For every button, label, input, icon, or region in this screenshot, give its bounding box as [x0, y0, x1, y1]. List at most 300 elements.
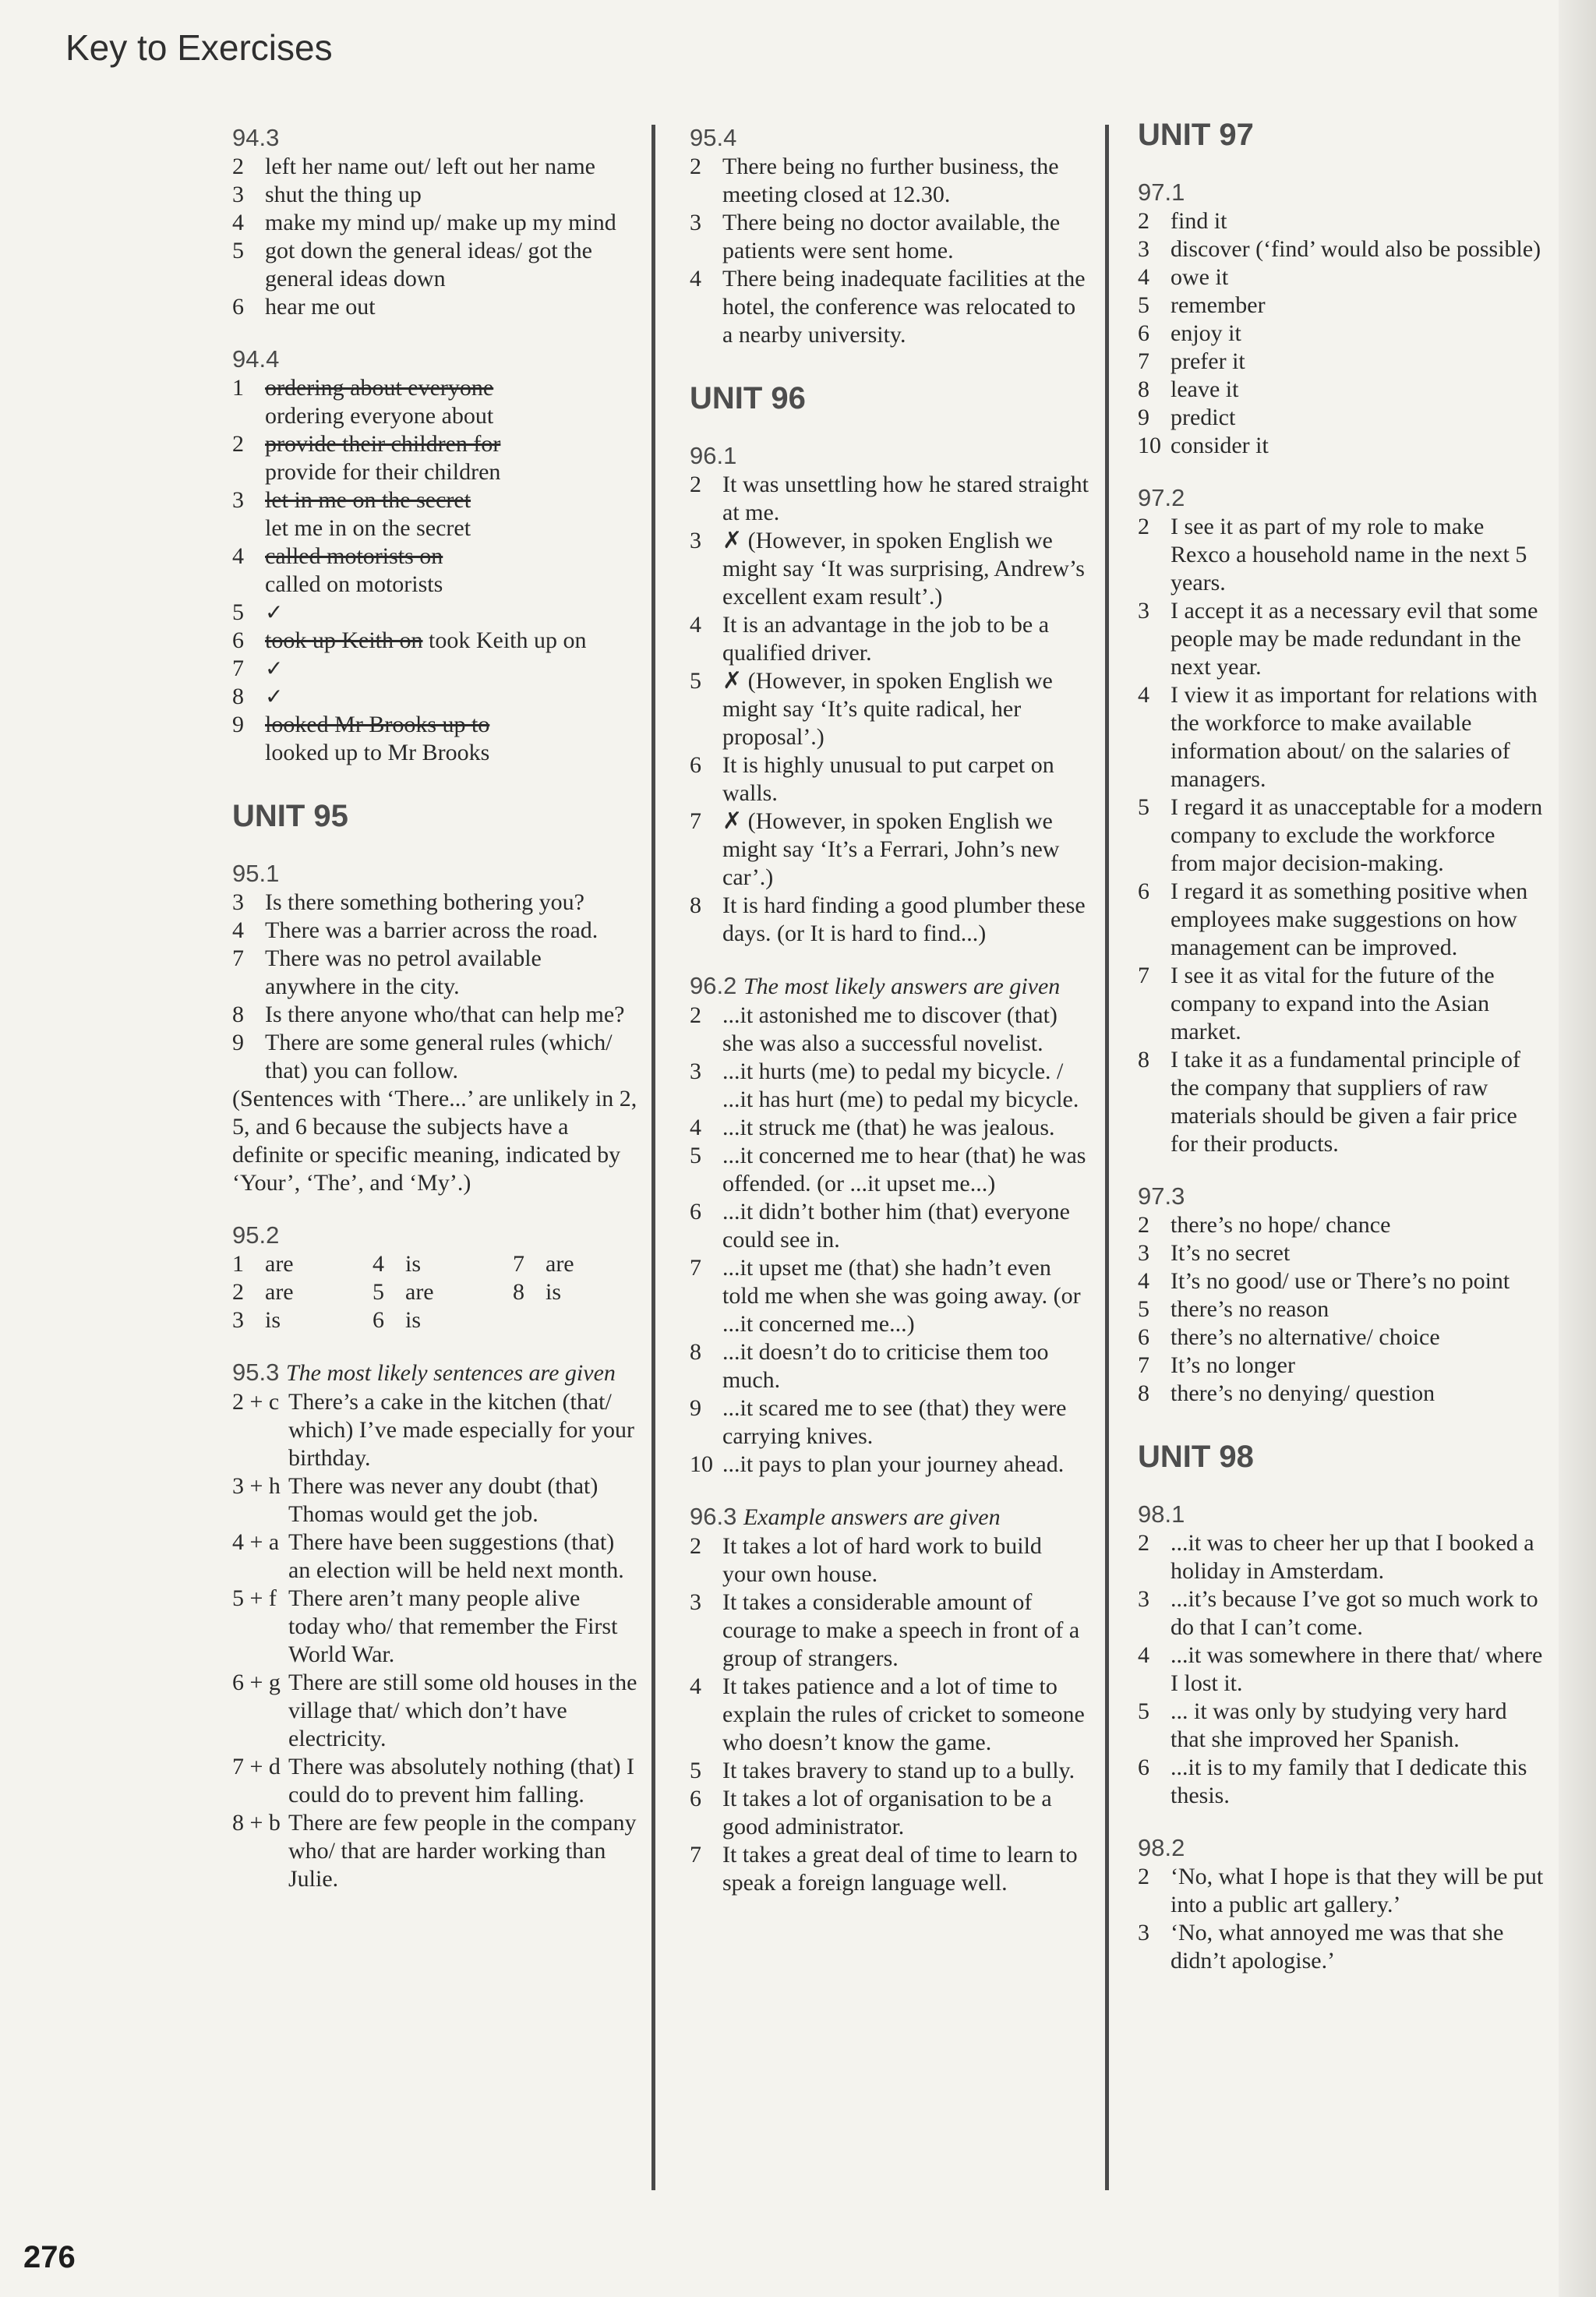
answer-item [232, 683, 637, 711]
answer-number: 8 + b [232, 1810, 281, 1836]
answer-number: 3 [1138, 598, 1149, 624]
exercise-label: 95.4 [690, 124, 737, 151]
struck-out-text: looked Mr Brooks up to [265, 712, 490, 737]
answer-item [690, 1588, 1089, 1673]
answer-text: It is hard finding a good plumber these days. (or It is hard to find...) [722, 892, 1086, 946]
column-3 [1138, 115, 1545, 1975]
answer-number: 2 [1138, 1864, 1149, 1889]
exercise-label: 95.1 [232, 860, 280, 887]
answer-item [690, 209, 1089, 265]
answer-number: 6 [1138, 1755, 1149, 1780]
answer-item [1138, 263, 1545, 292]
answer-text: owe it [1171, 264, 1229, 290]
answer-text: ✗ (However, in spoken English we might say ‘It was surprising, Andrew’s excellent exam result’.) [722, 528, 1085, 610]
answer-text: There was never any doubt (that) Thomas would get the job. [288, 1473, 598, 1527]
answer-item [690, 1785, 1089, 1841]
answer-text: It’s no secret [1171, 1240, 1291, 1266]
answer-item [232, 293, 637, 321]
answer-item [1138, 1239, 1545, 1267]
answer-text: I accept it as a necessary evil that some people may be made redundant in the next year. [1171, 598, 1538, 680]
answer-item [690, 527, 1089, 611]
answer-number: 7 [1138, 1352, 1149, 1378]
answer-text: ...it struck me (that) he was jealous. [722, 1115, 1055, 1140]
answer-text: It takes a lot of hard work to build your own house. [722, 1533, 1042, 1587]
answer-text: ...it was to cheer her up that I booked a holiday in Amsterdam. [1171, 1530, 1534, 1584]
answer-text: ...it upset me (that) she hadn’t even told me when she was going away. (or ...it concerned me...) [722, 1255, 1081, 1337]
answer-text [265, 627, 637, 655]
answer-number: 4 [1138, 1268, 1149, 1294]
answer-item [232, 1029, 637, 1085]
answer-number: 5 [1138, 292, 1149, 318]
page-header-title: Key to Exercises [65, 27, 333, 68]
unit-heading: UNIT 97 [1138, 118, 1254, 152]
answer-item [690, 1198, 1089, 1254]
answer-text: find it [1171, 208, 1227, 234]
exercise-label [232, 1358, 637, 1388]
answer-item [690, 1757, 1089, 1785]
answer-number: 9 [232, 1030, 244, 1055]
grid-answer [513, 1278, 653, 1306]
answer-number: 6 [1138, 878, 1149, 904]
answer-text: ‘No, what annoyed me was that she didn’t apologise.’ [1171, 1920, 1504, 1974]
answer-number: 6 [690, 1199, 701, 1224]
answer-number: 2 [690, 1002, 701, 1028]
grid-answer [373, 1278, 513, 1306]
answer-number: 4 [690, 1673, 701, 1699]
answer-text: are [546, 1251, 574, 1277]
answer-number: 4 [690, 612, 701, 638]
answer-number: 3 [232, 487, 244, 513]
answer-list [690, 471, 1089, 948]
exercise-note: The most likely sentences are given [285, 1360, 616, 1386]
answer-number: 5 [1138, 1698, 1149, 1724]
corrected-text: looked up to Mr Brooks [265, 740, 490, 765]
answer-number: 8 [232, 684, 244, 709]
struck-out-text: ordering about everyone [265, 375, 494, 401]
answer-item [690, 892, 1089, 948]
answer-text: It’s no longer [1171, 1352, 1295, 1378]
answer-text [265, 374, 637, 430]
answer-number: 1 [232, 1251, 244, 1277]
answer-item [690, 751, 1089, 807]
answer-item [690, 611, 1089, 667]
answer-item [690, 667, 1089, 751]
answer-list [232, 153, 637, 321]
answer-item [232, 945, 637, 1001]
answer-number: 6 [1138, 320, 1149, 346]
answer-number: 7 [1138, 348, 1149, 374]
answer-text: It takes a great deal of time to learn to speak a foreign language well. [722, 1842, 1078, 1896]
answer-text: It is an advantage in the job to be a qualified driver. [722, 612, 1050, 666]
answer-item [690, 1532, 1089, 1588]
answer-text: ...it pays to plan your journey ahead. [722, 1451, 1065, 1477]
answer-text [265, 542, 637, 599]
answer-number: 2 [690, 1533, 701, 1559]
answer-text: ...it concerned me to hear (that) he was offended. (or ...it upset me...) [722, 1143, 1086, 1196]
answer-text: It was unsettling how he stared straight at me. [722, 472, 1089, 525]
answer-number: 8 [690, 1339, 701, 1365]
answer-text: I see it as vital for the future of the company to expand into the Asian market. [1171, 963, 1495, 1044]
corrected-text: called on motorists [265, 571, 443, 597]
answer-item [690, 1673, 1089, 1757]
answer-number: 8 [513, 1279, 524, 1305]
answer-text: There being no doctor available, the patients were sent home. [722, 210, 1061, 263]
answer-list [1138, 207, 1545, 460]
answer-item [232, 627, 637, 655]
answer-number: 7 [232, 945, 244, 971]
answer-text: ✓ [265, 599, 284, 625]
answer-number: 6 [1138, 1324, 1149, 1350]
answer-text: there’s no reason [1171, 1296, 1329, 1322]
answer-number: 7 [232, 656, 244, 681]
answer-text: I regard it as unacceptable for a modern company to exclude the workforce from major decision-making. [1171, 794, 1543, 876]
answer-text: are [265, 1279, 294, 1305]
answer-number: 8 [690, 892, 701, 918]
answer-number [513, 1306, 546, 1334]
grid-answer [232, 1278, 373, 1306]
answer-text: I view it as important for relations with the workforce to make available information about/ on the salaries of managers. [1171, 682, 1538, 792]
answer-item [690, 1058, 1089, 1114]
answer-text: Is there anyone who/that can help me? [265, 1002, 625, 1027]
struck-out-text: called motorists on [265, 543, 443, 569]
unit-heading: UNIT 96 [690, 381, 806, 415]
answer-item [232, 1388, 637, 1472]
column-1 [232, 123, 637, 1893]
answer-item [690, 1338, 1089, 1394]
answer-item [690, 1142, 1089, 1198]
answer-item [232, 1585, 637, 1669]
answer-number: 6 [373, 1307, 384, 1333]
answer-number: 2 [1138, 514, 1149, 539]
answer-list [1138, 1863, 1545, 1975]
answer-number: 4 [232, 917, 244, 943]
grid-answer [373, 1306, 513, 1334]
answer-number: 5 [690, 1143, 701, 1168]
answer-number: 8 [1138, 1047, 1149, 1073]
grid-answer [232, 1250, 373, 1278]
answer-item [1138, 1529, 1545, 1585]
answer-text: It takes bravery to stand up to a bully. [722, 1758, 1075, 1783]
answer-text: There have been suggestions (that) an election will be held next month. [288, 1529, 624, 1583]
grid-answer [373, 1250, 513, 1278]
answer-number: 7 [690, 808, 701, 834]
answer-item [1138, 1046, 1545, 1158]
answer-item [232, 1753, 637, 1809]
answer-item [232, 237, 637, 293]
answer-text: ...it was somewhere in there that/ where I lost it. [1171, 1642, 1543, 1696]
answer-number: 6 [232, 627, 244, 653]
answer-item [1138, 235, 1545, 263]
answer-text: are [265, 1251, 294, 1277]
answer-text: ✓ [265, 656, 284, 681]
answer-list [690, 1532, 1089, 1897]
answer-item [690, 1841, 1089, 1897]
answer-text: ...it hurts (me) to pedal my bicycle. / ...it has hurt (me) to pedal my bicycle. [722, 1058, 1079, 1112]
answer-text: There are still some old houses in the village that/ which don’t have electricity. [288, 1670, 637, 1751]
column-2 [690, 123, 1089, 1897]
answer-item [232, 1472, 637, 1528]
answer-item [1138, 597, 1545, 681]
answer-list [690, 1002, 1089, 1479]
answer-item [1138, 404, 1545, 432]
answer-text: It takes a lot of organisation to be a good administrator. [722, 1786, 1052, 1839]
answer-number: 2 [232, 431, 244, 457]
answer-item [1138, 1352, 1545, 1380]
answer-number: 3 [690, 1058, 701, 1084]
answer-text: There was absolutely nothing (that) I could do to prevent him falling. [288, 1754, 635, 1808]
struck-out-text: took up Keith on [265, 627, 423, 653]
answer-number: 5 [373, 1279, 384, 1305]
answer-text: ‘No, what I hope is that they will be put into a public art gallery.’ [1171, 1864, 1544, 1917]
answer-number: 2 [1138, 1212, 1149, 1238]
answer-text: predict [1171, 405, 1236, 430]
answer-item [232, 181, 637, 209]
answer-text: There’s a cake in the kitchen (that/ which) I’ve made especially for your birthday. [288, 1389, 634, 1471]
answer-text: There being no further business, the meeting closed at 12.30. [722, 154, 1059, 207]
answer-number: 4 [1138, 682, 1149, 708]
explanatory-note: (Sentences with ‘There...’ are unlikely in 2, 5, and 6 because the subjects have a definite or specific meaning, indicated by ‘Your’, ‘The’, and ‘My’.) [232, 1086, 637, 1196]
answer-number: 6 + g [232, 1670, 281, 1695]
answer-item [690, 153, 1089, 209]
answer-item [1138, 1641, 1545, 1698]
answer-item [690, 1451, 1089, 1479]
answer-text: There are some general rules (which/ that) you can follow. [265, 1030, 613, 1083]
answer-number: 5 [232, 599, 244, 625]
answer-number: 3 [1138, 236, 1149, 262]
answer-text [265, 430, 637, 486]
answer-text: got down the general ideas/ got the general ideas down [265, 238, 592, 292]
answer-number: 3 [232, 182, 244, 207]
answer-text: consider it [1171, 433, 1269, 458]
answer-item [232, 889, 637, 917]
answer-text: ...it astonished me to discover (that) she was also a successful novelist. [722, 1002, 1058, 1056]
answer-text: are [405, 1279, 434, 1305]
exercise-note: Example answers are given [743, 1504, 1001, 1530]
answer-text: there’s no alternative/ choice [1171, 1324, 1440, 1350]
answer-item [1138, 878, 1545, 962]
answer-item [690, 1114, 1089, 1142]
answer-text: left her name out/ left out her name [265, 154, 595, 179]
exercise-note: The most likely answers are given [743, 974, 1061, 999]
answer-text: There aren’t many people alive today who/ that remember the First World War. [288, 1585, 618, 1667]
answer-item [690, 1394, 1089, 1451]
answer-item [232, 711, 637, 767]
answer-item [690, 471, 1089, 527]
corrected-text: provide for their children [265, 459, 501, 485]
answer-number: 8 [1138, 376, 1149, 402]
answer-text [265, 486, 637, 542]
grid-answer [513, 1306, 653, 1334]
answer-number: 1 [232, 375, 244, 401]
exercise-label: 95.2 [232, 1221, 280, 1249]
answer-number: 4 [373, 1251, 384, 1277]
answer-number: 3 [1138, 1920, 1149, 1945]
answer-item [1138, 1211, 1545, 1239]
answer-item [1138, 320, 1545, 348]
answer-item [232, 153, 637, 181]
answer-number: 4 [1138, 264, 1149, 290]
answer-number: 3 [232, 889, 244, 915]
page-number: 276 [23, 2240, 76, 2274]
answer-text: ...it scared me to see (that) they were carrying knives. [722, 1395, 1067, 1449]
corrected-text: ordering everyone about [265, 403, 494, 429]
exercise-label [690, 971, 1089, 1002]
answer-item [690, 1002, 1089, 1058]
answer-item [690, 807, 1089, 892]
answer-number: 9 [232, 712, 244, 737]
answer-list [232, 889, 637, 1085]
answer-text: ✗ (However, in spoken English we might say ‘It’s quite radical, her proposal’.) [722, 668, 1053, 750]
struck-out-text: provide their children for [265, 431, 501, 457]
grid-answer [232, 1306, 373, 1334]
exercise-label: 94.4 [232, 345, 280, 373]
answer-number: 2 [232, 154, 244, 179]
exercise-label: 98.2 [1138, 1834, 1185, 1861]
corrected-text: let me in on the secret [265, 515, 471, 541]
answer-item [1138, 1863, 1545, 1919]
answer-item [1138, 1698, 1545, 1754]
answer-number: 2 [690, 154, 701, 179]
answer-number: 9 [690, 1395, 701, 1421]
answer-text: enjoy it [1171, 320, 1241, 346]
answer-list [1138, 513, 1545, 1158]
answer-item [1138, 1754, 1545, 1810]
answer-grid [232, 1250, 637, 1334]
answer-text: ...it is to my family that I dedicate this thesis. [1171, 1755, 1527, 1808]
answer-number: 8 [232, 1002, 244, 1027]
exercise-number: 95.3 [232, 1359, 280, 1386]
answer-number: 10 [690, 1451, 713, 1477]
answer-item [1138, 1323, 1545, 1352]
exercise-label: 98.1 [1138, 1500, 1185, 1528]
answer-text: ✓ [265, 684, 284, 709]
answer-item [232, 1001, 637, 1029]
answer-number: 2 [690, 472, 701, 497]
answer-number: 6 [232, 294, 244, 320]
answer-text: I regard it as something positive when employees make suggestions on how management can be improved. [1171, 878, 1528, 960]
exercise-label: 96.1 [690, 442, 737, 469]
exercise-number: 96.2 [690, 972, 737, 999]
exercise-number: 96.3 [690, 1503, 737, 1530]
answer-text: ...it’s because I’ve got so much work to do that I can’t come. [1171, 1586, 1538, 1640]
answer-text: shut the thing up [265, 182, 422, 207]
answer-text: discover (‘find’ would also be possible) [1171, 236, 1541, 262]
exercise-label: 97.1 [1138, 178, 1185, 206]
answer-item [232, 209, 637, 237]
answer-item [1138, 432, 1545, 460]
answer-text: is [546, 1279, 562, 1305]
answer-item [232, 917, 637, 945]
answer-number: 7 [690, 1842, 701, 1868]
answer-number: 2 [1138, 1530, 1149, 1556]
answer-number: 7 [1138, 963, 1149, 988]
answer-item [232, 542, 637, 599]
exercise-label: 97.3 [1138, 1182, 1185, 1210]
answer-list [232, 1388, 637, 1893]
answer-text: There was a barrier across the road. [265, 917, 598, 943]
answer-item [232, 1669, 637, 1753]
answer-item [232, 374, 637, 430]
answer-item [232, 655, 637, 683]
answer-number: 3 + h [232, 1473, 281, 1499]
answer-list [232, 374, 637, 767]
answer-item [232, 599, 637, 627]
answer-item [1138, 681, 1545, 793]
answer-number: 3 [1138, 1240, 1149, 1266]
answer-text: there’s no denying/ question [1171, 1380, 1435, 1406]
answer-text: I see it as part of my role to make Rexco a household name in the next 5 years. [1171, 514, 1527, 595]
answer-number: 5 + f [232, 1585, 277, 1611]
answer-text: leave it [1171, 376, 1239, 402]
answer-text: There are few people in the company who/ that are harder working than Julie. [288, 1810, 637, 1892]
answer-item [232, 1809, 637, 1893]
answer-number: 4 [232, 210, 244, 235]
corrected-text: took Keith up on [429, 627, 587, 653]
answer-item [1138, 793, 1545, 878]
answer-text [265, 711, 637, 767]
answer-text: It’s no good/ use or There’s no point [1171, 1268, 1510, 1294]
answer-text: There was no petrol available anywhere in the city. [265, 945, 542, 999]
answer-item [1138, 207, 1545, 235]
answer-item [1138, 962, 1545, 1046]
answer-text: is [265, 1307, 281, 1333]
answer-text: I take it as a fundamental principle of the company that suppliers of raw materials should be given a fair price for their products. [1171, 1047, 1520, 1157]
answer-number: 4 [690, 266, 701, 292]
answer-text: prefer it [1171, 348, 1245, 374]
column-divider-left [651, 125, 655, 2190]
answer-number: 2 + c [232, 1389, 280, 1415]
exercise-label: 97.2 [1138, 484, 1185, 511]
answer-item [690, 265, 1089, 349]
answer-item [232, 1528, 637, 1585]
answer-item [1138, 348, 1545, 376]
answer-text: hear me out [265, 294, 376, 320]
answer-text: is [405, 1251, 422, 1277]
answer-number: 9 [1138, 405, 1149, 430]
answer-number: 5 [232, 238, 244, 263]
answer-text: ... it was only by studying very hard that she improved her Spanish. [1171, 1698, 1507, 1752]
answer-number: 5 [1138, 1296, 1149, 1322]
answer-text: It is highly unusual to put carpet on walls. [722, 752, 1054, 806]
answer-list [690, 153, 1089, 349]
unit-heading: UNIT 98 [1138, 1440, 1254, 1474]
answer-text: Is there something bothering you? [265, 889, 584, 915]
answer-item [232, 486, 637, 542]
answer-number: 3 [690, 1589, 701, 1615]
answer-text: There being inadequate facilities at the hotel, the conference was relocated to a nearby university. [722, 266, 1086, 348]
answer-number: 4 + a [232, 1529, 280, 1555]
column-divider-right [1105, 125, 1109, 2190]
answer-list [1138, 1211, 1545, 1408]
answer-item [1138, 513, 1545, 597]
answer-text: ✗ (However, in spoken English we might say ‘It’s a Ferrari, John’s new car’.) [722, 808, 1060, 890]
answer-number: 2 [232, 1279, 244, 1305]
answer-number: 7 + d [232, 1754, 281, 1779]
answer-text: It takes a considerable amount of courage to make a speech in front of a group of strangers. [722, 1589, 1080, 1671]
answer-item [690, 1254, 1089, 1338]
answer-number: 7 [690, 1255, 701, 1281]
answer-item [232, 430, 637, 486]
answer-text: there’s no hope/ chance [1171, 1212, 1391, 1238]
page-edge-shadow [1559, 0, 1596, 2297]
answer-text: make my mind up/ make up my mind [265, 210, 616, 235]
answer-number: 10 [1138, 433, 1161, 458]
struck-out-text: let in me on the secret [265, 487, 471, 513]
answer-text: ...it doesn’t do to criticise them too much. [722, 1339, 1049, 1393]
answer-number: 5 [690, 1758, 701, 1783]
answer-item [1138, 1919, 1545, 1975]
exercise-label [690, 1502, 1089, 1532]
